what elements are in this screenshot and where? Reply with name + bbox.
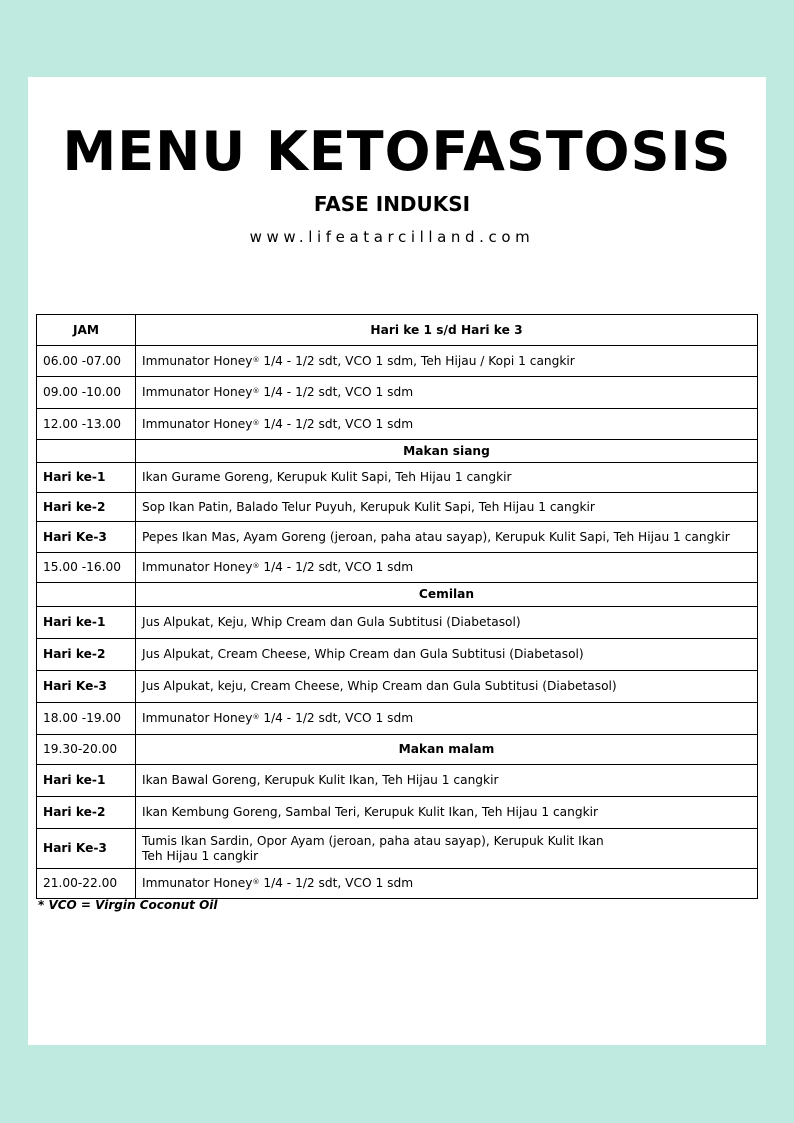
row-menu-text: Immunator Honey® 1/4 - 1/2 sdt, VCO 1 sdm bbox=[136, 409, 758, 440]
table-row bbox=[37, 377, 758, 409]
row-label: Hari ke-2 bbox=[37, 797, 136, 829]
table-row bbox=[37, 765, 758, 797]
row-menu-text: Immunator Honey® 1/4 - 1/2 sdt, VCO 1 sdm bbox=[136, 377, 758, 409]
row-label bbox=[37, 440, 136, 463]
row-label: 19.30-20.00 bbox=[37, 735, 136, 765]
row-menu-text: Ikan Bawal Goreng, Kerupuk Kulit Ikan, Teh Hijau 1 cangkir bbox=[136, 765, 758, 797]
row-label: 18.00 -19.00 bbox=[37, 703, 136, 735]
row-label: Hari Ke-3 bbox=[37, 522, 136, 553]
row-label: Hari ke-1 bbox=[37, 765, 136, 797]
row-menu-text: Immunator Honey® 1/4 - 1/2 sdt, VCO 1 sdm, Teh Hijau / Kopi 1 cangkir bbox=[136, 346, 758, 377]
section-title: Cemilan bbox=[136, 583, 758, 607]
row-label: 09.00 -10.00 bbox=[37, 377, 136, 409]
column-header-jam: JAM bbox=[37, 315, 136, 346]
row-menu-text: Jus Alpukat, Keju, Whip Cream dan Gula Subtitusi (Diabetasol) bbox=[136, 607, 758, 639]
table-row bbox=[37, 639, 758, 671]
row-label: Hari ke-2 bbox=[37, 639, 136, 671]
section-row bbox=[37, 735, 758, 765]
table-row bbox=[37, 671, 758, 703]
table-row bbox=[37, 703, 758, 735]
row-label: 12.00 -13.00 bbox=[37, 409, 136, 440]
row-label: Hari Ke-3 bbox=[37, 671, 136, 703]
row-menu-text: Immunator Honey® 1/4 - 1/2 sdt, VCO 1 sdm bbox=[136, 553, 758, 583]
section-title: Makan siang bbox=[136, 440, 758, 463]
website-text: www.lifeatarcilland.com bbox=[249, 228, 535, 246]
row-label: Hari ke-1 bbox=[37, 463, 136, 493]
table-row bbox=[37, 553, 758, 583]
row-label: 06.00 -07.00 bbox=[37, 346, 136, 377]
row-menu-text: Immunator Honey® 1/4 - 1/2 sdt, VCO 1 sdm bbox=[136, 869, 758, 899]
section-title: Makan malam bbox=[136, 735, 758, 765]
row-label: Hari Ke-3 bbox=[37, 829, 136, 869]
column-header-days: Hari ke 1 s/d Hari ke 3 bbox=[136, 315, 758, 346]
section-row bbox=[37, 440, 758, 463]
row-menu-text: Immunator Honey® 1/4 - 1/2 sdt, VCO 1 sdm bbox=[136, 703, 758, 735]
table-row bbox=[37, 797, 758, 829]
table-row bbox=[37, 493, 758, 522]
row-menu-text: Tumis Ikan Sardin, Opor Ayam (jeroan, paha atau sayap), Kerupuk Kulit Ikan Teh Hijau 1 cangkir bbox=[136, 829, 758, 869]
row-label: 21.00-22.00 bbox=[37, 869, 136, 899]
row-label bbox=[37, 583, 136, 607]
table-row bbox=[37, 346, 758, 377]
row-menu-text: Pepes Ikan Mas, Ayam Goreng (jeroan, paha atau sayap), Kerupuk Kulit Sapi, Teh Hijau 1 cangkir bbox=[136, 522, 758, 553]
table-row bbox=[37, 607, 758, 639]
table-header-row bbox=[37, 315, 758, 346]
row-menu-text: Sop Ikan Patin, Balado Telur Puyuh, Kerupuk Kulit Sapi, Teh Hijau 1 cangkir bbox=[136, 493, 758, 522]
row-menu-text: Ikan Gurame Goreng, Kerupuk Kulit Sapi, Teh Hijau 1 cangkir bbox=[136, 463, 758, 493]
page-subtitle: FASE INDUKSI bbox=[313, 192, 471, 216]
row-menu-text: Jus Alpukat, keju, Cream Cheese, Whip Cream dan Gula Subtitusi (Diabetasol) bbox=[136, 671, 758, 703]
table-row bbox=[37, 463, 758, 493]
table-row bbox=[37, 409, 758, 440]
menu-table-body bbox=[37, 346, 758, 899]
table-row bbox=[37, 869, 758, 899]
menu-table bbox=[36, 314, 758, 899]
row-label: Hari ke-1 bbox=[37, 607, 136, 639]
footnote: * VCO = Virgin Coconut Oil bbox=[38, 898, 218, 912]
row-label: 15.00 -16.00 bbox=[37, 553, 136, 583]
row-menu-text: Ikan Kembung Goreng, Sambal Teri, Kerupuk Kulit Ikan, Teh Hijau 1 cangkir bbox=[136, 797, 758, 829]
page-title: MENU KETOFASTOSIS bbox=[62, 120, 732, 183]
section-row bbox=[37, 583, 758, 607]
table-row bbox=[37, 829, 758, 869]
row-label: Hari ke-2 bbox=[37, 493, 136, 522]
row-menu-text: Jus Alpukat, Cream Cheese, Whip Cream dan Gula Subtitusi (Diabetasol) bbox=[136, 639, 758, 671]
table-row bbox=[37, 522, 758, 553]
